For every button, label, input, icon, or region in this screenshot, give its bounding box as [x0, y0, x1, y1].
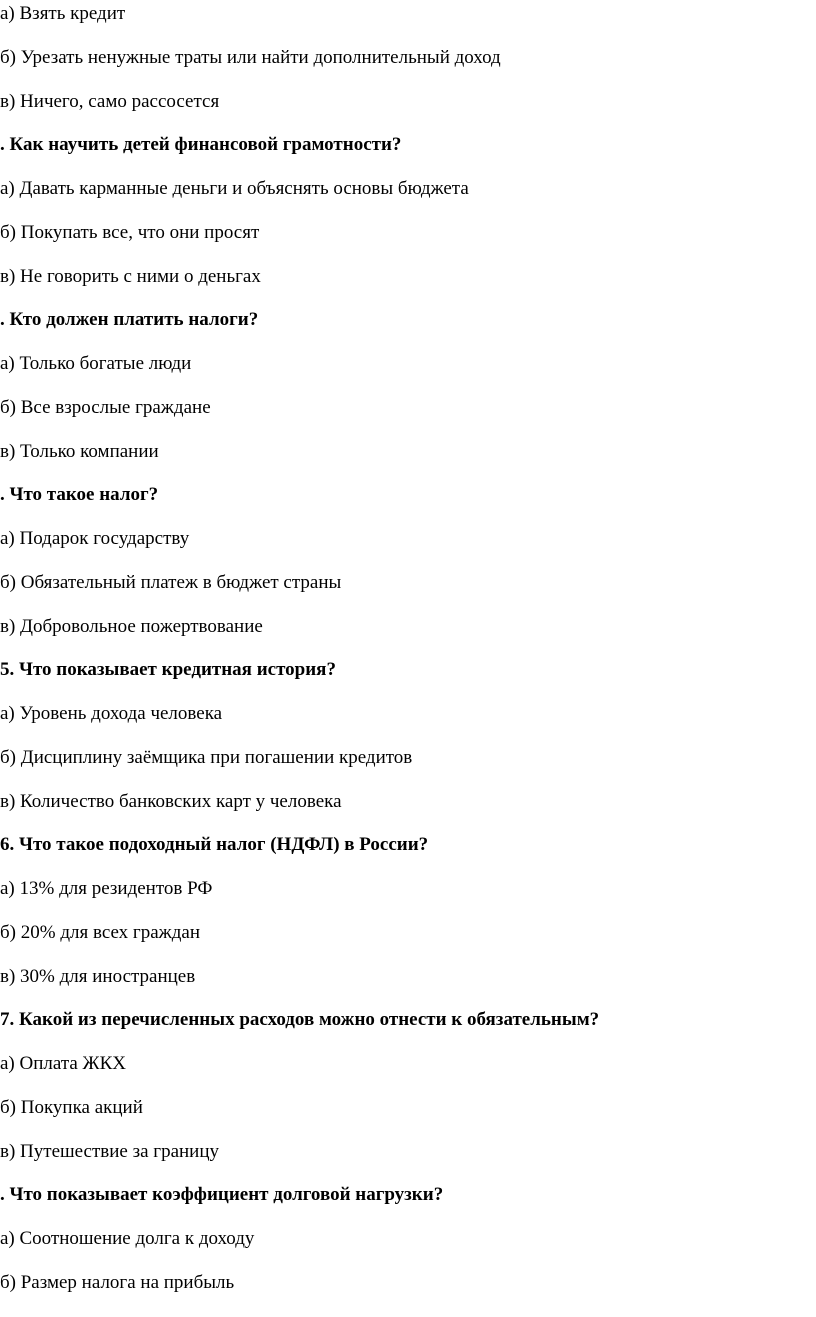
- answer-option: в) Путешествие за границу: [0, 1140, 220, 1162]
- answer-option: б) Урезать ненужные траты или найти дополнительный доход: [0, 46, 501, 68]
- answer-option: в) Добровольное пожертвование: [0, 615, 263, 637]
- question-heading: . Что такое налог?: [0, 484, 159, 506]
- question-heading: . Как научить детей финансовой грамотности?: [0, 134, 402, 156]
- answer-option: а) Взять кредит: [0, 3, 126, 24]
- answer-option: в) 30% для иностранцев: [0, 965, 196, 987]
- answer-option: а) Давать карманные деньги и объяснять основы бюджета: [0, 178, 469, 199]
- answer-option: в) Ничего, само рассосется: [0, 90, 220, 112]
- question-heading: . Кто должен платить налоги?: [0, 309, 259, 331]
- answer-option: б) Дисциплину заёмщика при погашении кредитов: [0, 746, 413, 768]
- answer-option: б) Покупать все, что они просят: [0, 221, 260, 243]
- question-heading: 7. Какой из перечисленных расходов можно отнести к обязательным?: [0, 1009, 600, 1031]
- answer-option: в) Не говорить с ними о деньгах: [0, 265, 261, 287]
- question-heading: 6. Что такое подоходный налог (НДФЛ) в России?: [0, 834, 429, 856]
- answer-option: б) 20% для всех граждан: [0, 921, 201, 943]
- answer-option: б) Все взрослые граждане: [0, 396, 211, 418]
- answer-option: а) 13% для резидентов РФ: [0, 878, 213, 899]
- answer-option: в) Количество банковских карт у человека: [0, 790, 342, 812]
- answer-option: в) Только компании: [0, 440, 159, 462]
- answer-option: б) Обязательный платеж в бюджет страны: [0, 571, 342, 593]
- answer-option: б) Размер налога на прибыль: [0, 1271, 235, 1293]
- answer-option: а) Уровень дохода человека: [0, 703, 223, 724]
- answer-option: а) Подарок государству: [0, 528, 190, 549]
- answer-option: а) Только богатые люди: [0, 353, 192, 374]
- answer-option: а) Оплата ЖКХ: [0, 1053, 126, 1074]
- question-heading: . Что показывает коэффициент долговой нагрузки?: [0, 1184, 444, 1206]
- question-heading: 5. Что показывает кредитная история?: [0, 659, 336, 681]
- answer-option: б) Покупка акций: [0, 1096, 143, 1118]
- answer-option: а) Соотношение долга к доходу: [0, 1228, 255, 1249]
